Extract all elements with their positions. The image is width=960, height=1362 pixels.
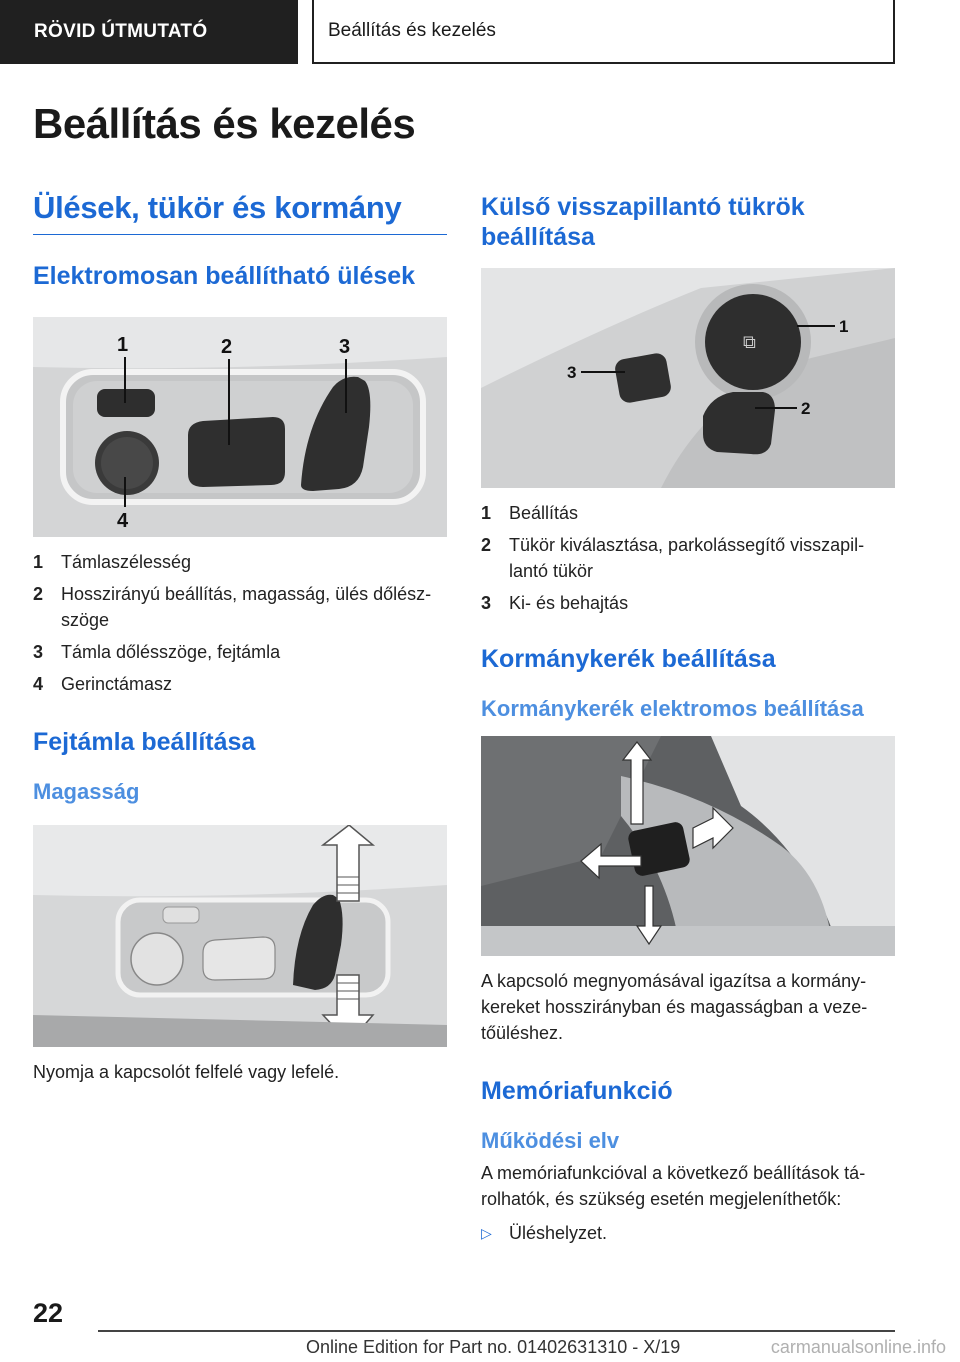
watermark: carmanualsonline.info [770, 1337, 946, 1357]
legend-text: Támlaszélesség [61, 552, 192, 572]
section-title: Ülések, tükör és kormány [33, 190, 447, 235]
legend-text: Ki- és behajtás [509, 593, 629, 613]
steering-heading: Kormánykerék beállítása [481, 645, 776, 673]
right-column [481, 192, 895, 1246]
legend-number: 3 [481, 593, 492, 613]
mirrors-heading: Külső visszapillantó tükrök beállítása [481, 193, 805, 251]
seats-legend [33, 549, 447, 697]
headrest-heading: Fejtámla beállítása [33, 728, 256, 756]
legend-item [481, 532, 895, 584]
mirror-controls-figure [481, 268, 895, 488]
figure-callout-1: 1 [117, 334, 129, 356]
legend-item [33, 581, 447, 633]
footer-divider [98, 1330, 895, 1332]
legend-number: 1 [33, 552, 44, 572]
svg-text:⧉: ⧉ [743, 332, 756, 353]
legend-text: Beállítás [509, 503, 579, 523]
triangle-bullet-icon: ▷ [481, 1225, 492, 1241]
memory-bullet-item [481, 1220, 895, 1246]
page-number: 22 [33, 1298, 64, 1328]
memory-subheading: Működési elv [481, 1128, 620, 1153]
figure-callout-1: 1 [839, 317, 849, 336]
seat-controls-figure [33, 317, 447, 537]
legend-number: 4 [33, 674, 44, 694]
headrest-instruction: Nyomja a kapcsolót felfelé vagy lefelé. [33, 1062, 340, 1082]
seat-controls-illustration [33, 317, 447, 537]
footer-edition-text: Online Edition for Part no. 01402631310 - X/19 [306, 1337, 681, 1357]
headrest-figure [33, 825, 447, 1047]
figure-callout-2: 2 [801, 399, 811, 418]
seats-heading: Elektromosan beállítható ülések [33, 262, 416, 290]
steering-figure [481, 736, 895, 956]
mirror-controls-illustration [481, 268, 895, 488]
steering-subheading: Kormánykerék elektromos beállítása [481, 696, 864, 721]
mirrors-legend [481, 500, 895, 616]
legend-item [481, 590, 895, 616]
legend-item [33, 549, 447, 575]
headrest-subheading: Magasság [33, 779, 140, 804]
memory-bullet-text: Üléshelyzet. [509, 1223, 608, 1243]
left-column [33, 190, 447, 1085]
legend-text: Támla dőlésszöge, fejtámla [61, 642, 281, 662]
figure-callout-4: 4 [117, 510, 129, 532]
legend-item [481, 500, 895, 526]
header-section-label: Beállítás és kezelés [328, 20, 496, 41]
header-section-box [312, 0, 895, 64]
legend-text: Tükör kiválasztása, parkolássegítő visszapil-lantó tükör [509, 535, 865, 581]
figure-callout-3: 3 [567, 363, 577, 382]
figure-callout-3: 3 [339, 336, 351, 358]
memory-heading: Memóriafunkció [481, 1077, 673, 1105]
steering-column-illustration [481, 736, 895, 956]
headrest-switch-illustration [33, 825, 447, 1047]
figure-callout-2: 2 [221, 336, 233, 358]
legend-text: Hosszirányú beállítás, magasság, ülés dőlész-szöge [61, 584, 432, 630]
header-chapter-label: RÖVID ÚTMUTATÓ [34, 21, 208, 42]
page-title: Beállítás és kezelés [33, 100, 416, 147]
legend-text: Gerinctámasz [61, 674, 173, 694]
legend-item [33, 639, 447, 665]
legend-number: 2 [33, 584, 44, 604]
legend-item [33, 671, 447, 697]
memory-description: A memóriafunkcióval a következő beállítások tá-rolhatók, és szükség esetén megjeleníthetők: [481, 1163, 866, 1209]
legend-number: 3 [33, 642, 44, 662]
steering-instruction: A kapcsoló megnyomásával igazítsa a kormány-kereket hosszirányban és magasságban a veze-tőüléshez. [481, 971, 868, 1043]
header-chapter-tab [0, 0, 298, 64]
legend-number: 1 [481, 503, 492, 523]
legend-number: 2 [481, 535, 492, 555]
